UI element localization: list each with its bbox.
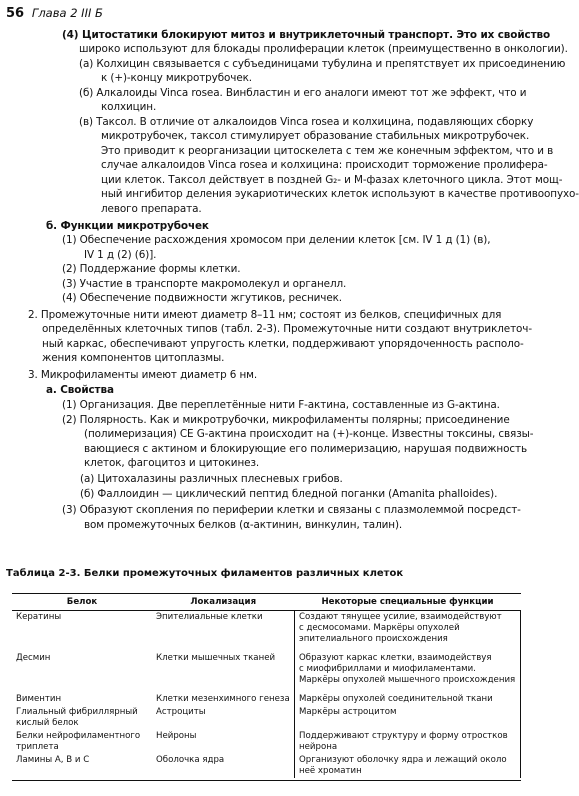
text-line: вающиеся с актином и блокирующие его полимеризацию, нарушая подвижность xyxy=(84,443,527,455)
running-header xyxy=(6,6,103,21)
table-cell: Белки нейрофиламентного триплета xyxy=(16,730,141,752)
text-line: левого препарата. xyxy=(101,203,202,215)
table-row xyxy=(12,706,521,730)
table-row xyxy=(12,611,521,652)
text-line: Это приводит к реорганизации цитоскелета с тем же конечным эффектом, что и в xyxy=(101,145,554,157)
text-line: (1) Организация. Две переплетённые нити F-актина, составленные из G-актина. xyxy=(62,399,500,411)
table-cell: Оболочка ядра xyxy=(156,754,225,765)
table-cell: Маркёры астроцитом xyxy=(295,706,521,730)
text-line: вом промежуточных белков (α-актинин, винкулин, талин). xyxy=(84,519,403,531)
table-cell: Нейроны xyxy=(156,730,197,741)
text-line: (2) Полярность. Как и микротрубочки, микрофиламенты полярны; присоединение xyxy=(62,414,510,426)
text-line: определённых клеточных типов (табл. 2-3). Промежуточные нити создают внутриклеточ- xyxy=(42,323,532,335)
text-line: клеток, фагоцитоз и цитокинез. xyxy=(84,457,260,469)
text-line: (в) Таксол. В отличие от алкалоидов Vinca rosea и колхицина, подавляющих сборку xyxy=(79,116,534,128)
table-cell: Поддерживают структуру и форму отростков нейрона xyxy=(295,730,521,754)
section-heading: б. Функции микротрубочек xyxy=(46,220,209,232)
column-header: Некоторые специальные функции xyxy=(295,594,521,611)
table-row xyxy=(12,693,521,706)
text-line: колхицин. xyxy=(101,101,157,113)
table-cell: Астроциты xyxy=(156,706,206,717)
table-cell: Кератины xyxy=(16,612,62,622)
text-line: IV 1 д (2) (6)]. xyxy=(84,249,157,261)
table-cell: Создают тянущее усилие, взаимодействуют с десмосомами. Маркёры опухолей эпителиального происхождения xyxy=(295,611,521,652)
text-line: 3. Микрофиламенты имеют диаметр 6 нм. xyxy=(28,369,258,381)
text-line: ный ингибитор деления эукариотических клеток используют в качестве противоопухо- xyxy=(101,188,579,200)
table-cell: Клетки мышечных тканей xyxy=(156,652,276,663)
text-line: (4) Обеспечение подвижности жгутиков, ресничек. xyxy=(62,292,343,304)
column-header: Белок xyxy=(12,594,152,611)
text-line: (4) Цитостатики блокируют митоз и внутриклеточный транспорт. Это их свойство xyxy=(62,29,551,41)
table-cell: Маркёры опухолей соединительной ткани xyxy=(295,693,521,706)
text-line: (3) Образуют скопления по периферии клетки и связаны с плазмолеммой посредст- xyxy=(62,504,521,516)
table-caption: Таблица 2-3. Белки промежуточных филаментов различных клеток xyxy=(6,568,404,579)
text-line: (полимеризация) СЕ G-актина происходит на (+)-конце. Известны токсины, связы- xyxy=(84,428,534,440)
text-line: (б) Фаллоидин — циклический пептид бледной поганки (Amanita phalloides). xyxy=(80,488,498,500)
text-line: микротрубочек, таксол стимулирует образование стабильных микротрубочек. xyxy=(101,130,530,142)
text-line: (2) Поддержание формы клетки. xyxy=(62,263,241,275)
table-cell: Ламины A, B и C xyxy=(16,754,90,765)
table-cell: Десмин xyxy=(16,652,51,663)
table-header-row xyxy=(12,594,521,611)
table-cell: Образуют каркас клетки, взаимодействуя с миофибриллами и миофиламентами. Маркёры опухолей мышечного происхождения xyxy=(295,652,521,693)
page-number: 56 xyxy=(6,6,25,21)
text-line: (3) Участие в транспорте макромолекул и органелл. xyxy=(62,278,347,290)
table-cell: Виментин xyxy=(16,693,62,704)
table-row xyxy=(12,652,521,693)
text-line: (а) Цитохалазины различных плесневых грибов. xyxy=(80,473,343,485)
table-cell: Глиальный фибриллярный кислый белок xyxy=(16,706,138,728)
chapter-label: Глава 2 III Б xyxy=(31,6,103,20)
text-line: широко используют для блокады пролиферации клеток (преимущественно в онкологии). xyxy=(79,43,568,55)
table-cell: Эпителиальные клетки xyxy=(156,612,263,622)
text-line: ный каркас, обеспечивают упругость клетки, поддерживают упорядоченность располо- xyxy=(42,338,524,350)
section-heading: а. Свойства xyxy=(46,384,114,396)
text-line: случае алкалоидов Vinca rosea и колхицина: происходит торможение пролифера- xyxy=(101,159,548,171)
protein-table xyxy=(12,593,521,778)
text-line: ции клеток. Таксол действует в поздней G₂- и M-фазах клеточного цикла. Этот мощ- xyxy=(101,174,563,186)
text-line: (1) Обеспечение расхождения хромосом при делении клеток [см. IV 1 д (1) (в), xyxy=(62,234,491,246)
text-line: (б) Алкалоиды Vinca rosea. Винбластин и его аналоги имеют тот же эффект, что и xyxy=(79,87,527,99)
text-line: 2. Промежуточные нити имеют диаметр 8–11 нм; состоят из белков, специфичных для xyxy=(28,309,502,321)
text-line: к (+)-концу микротрубочек. xyxy=(101,72,252,84)
table-row xyxy=(12,754,521,778)
column-header: Локализация xyxy=(152,594,295,611)
table-bottom-rule xyxy=(12,780,521,781)
text-line: жения компонентов цитоплазмы. xyxy=(42,352,225,364)
table-cell: Организуют оболочку ядра и лежащий около неё хроматин xyxy=(295,754,521,778)
table-row xyxy=(12,730,521,754)
text-line: (а) Колхицин связывается с субъединицами тубулина и препятствует их присоединению xyxy=(79,58,566,70)
table-cell: Клетки мезенхимного генеза xyxy=(156,693,290,704)
